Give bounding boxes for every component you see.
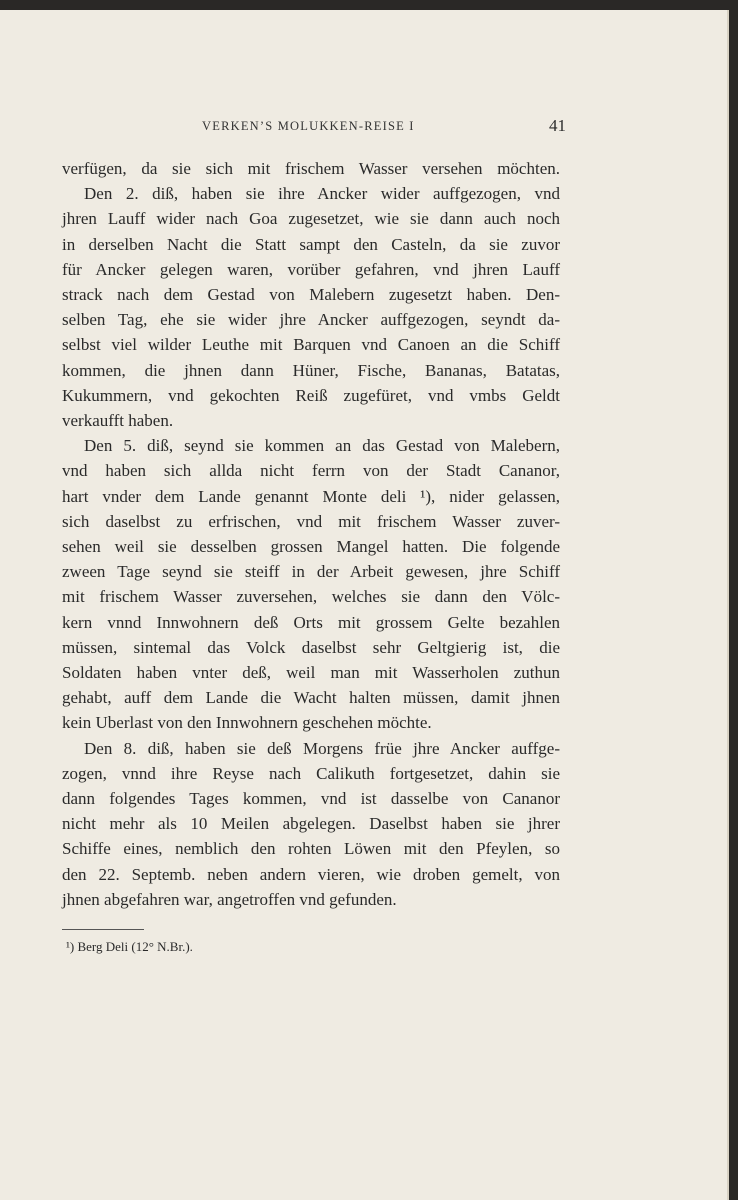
text-line: müssen, sintemal das Volck daselbst sehr Geltgierig ist, die xyxy=(62,637,560,657)
text-line: zween Tage seynd sie steiff in der Arbeit gewesen, jhre Schiff xyxy=(62,562,560,582)
text-line: jhnen abgefahren war, angetroffen vnd gefunden. xyxy=(62,889,397,909)
text-line: kommen, die jhnen dann Hüner, Fische, Bananas, Batatas, xyxy=(62,360,560,380)
text-line: dann folgendes Tages kommen, vnd ist dasselbe von Cananor xyxy=(62,789,560,809)
text-line: Kukummern, vnd gekochten Reiß zugefüret, vnd vmbs Geldt xyxy=(62,385,560,405)
text-line: selbst viel wilder Leuthe mit Barquen vnd Canoen an die Schiff xyxy=(62,335,560,355)
text-line: strack nach dem Gestad von Malebern zugesetzt haben. Den- xyxy=(62,285,560,305)
text-line: den 22. Septemb. neben andern vieren, wie droben gemelt, von xyxy=(62,864,560,884)
text-line: selben Tag, ehe sie wider jhre Ancker auffgezogen, seyndt da- xyxy=(62,310,560,330)
text-line: nicht mehr als 10 Meilen abgelegen. Daselbst haben sie jhrer xyxy=(62,814,560,834)
text-line: sich daselbst zu erfrischen, vnd mit frischem Wasser zuver- xyxy=(62,511,560,531)
text-line: Den 8. diß, haben sie deß Morgens früe jhre Ancker auffge- xyxy=(84,738,560,758)
text-line: gehabt, auff dem Lande die Wacht halten müssen, damit jhnen xyxy=(62,688,560,708)
text-line: hart vnder dem Lande genannt Monte deli ¹), nider gelassen, xyxy=(62,486,560,506)
text-line: Den 2. diß, haben sie ihre Ancker wider auffgezogen, vnd xyxy=(84,184,560,204)
text-line: Soldaten haben vnter deß, weil man mit Wasserholen zuthun xyxy=(62,663,560,683)
text-line: verkaufft haben. xyxy=(62,411,174,431)
body-text xyxy=(62,156,560,912)
footnote-rule xyxy=(62,929,144,930)
text-line: in derselben Nacht die Statt sampt den Casteln, da sie zuvor xyxy=(62,234,560,254)
running-title: VERKEN’S MOLUKKEN-REISE I xyxy=(202,119,415,133)
page-number: 41 xyxy=(549,116,566,135)
text-line: Den 5. diß, seynd sie kommen an das Gestad von Malebern, xyxy=(84,436,560,456)
text-line: vnd haben sich allda nicht ferrn von der Stadt Cananor, xyxy=(62,461,560,481)
text-line: Schiffe eines, nemblich den rohten Löwen mit den Pfeylen, so xyxy=(62,839,560,859)
footnote: ¹) Berg Deli (12° N.Br.). xyxy=(66,939,193,954)
text-line: jhren Lauff wider nach Goa zugesetzet, wie sie dann auch noch xyxy=(62,209,560,229)
text-line: für Ancker gelegen waren, vorüber gefahren, vnd jhren Lauff xyxy=(62,259,560,279)
text-line: zogen, vnnd ihre Reyse nach Calikuth fortgesetzet, dahin sie xyxy=(62,763,560,783)
text-line: kein Uberlast von den Innwohnern geschehen möchte. xyxy=(62,713,432,733)
running-header xyxy=(62,116,566,138)
book-page xyxy=(0,10,729,1200)
text-line: verfügen, da sie sich mit frischem Wasser versehen möchten. xyxy=(62,159,560,178)
text-line: mit frischem Wasser zuversehen, welches sie dann den Völc- xyxy=(62,587,560,607)
text-line: kern vnnd Innwohnern deß Orts mit grossem Gelte bezahlen xyxy=(62,612,560,632)
text-line: sehen weil sie desselben grossen Mangel hatten. Die folgende xyxy=(62,537,560,557)
